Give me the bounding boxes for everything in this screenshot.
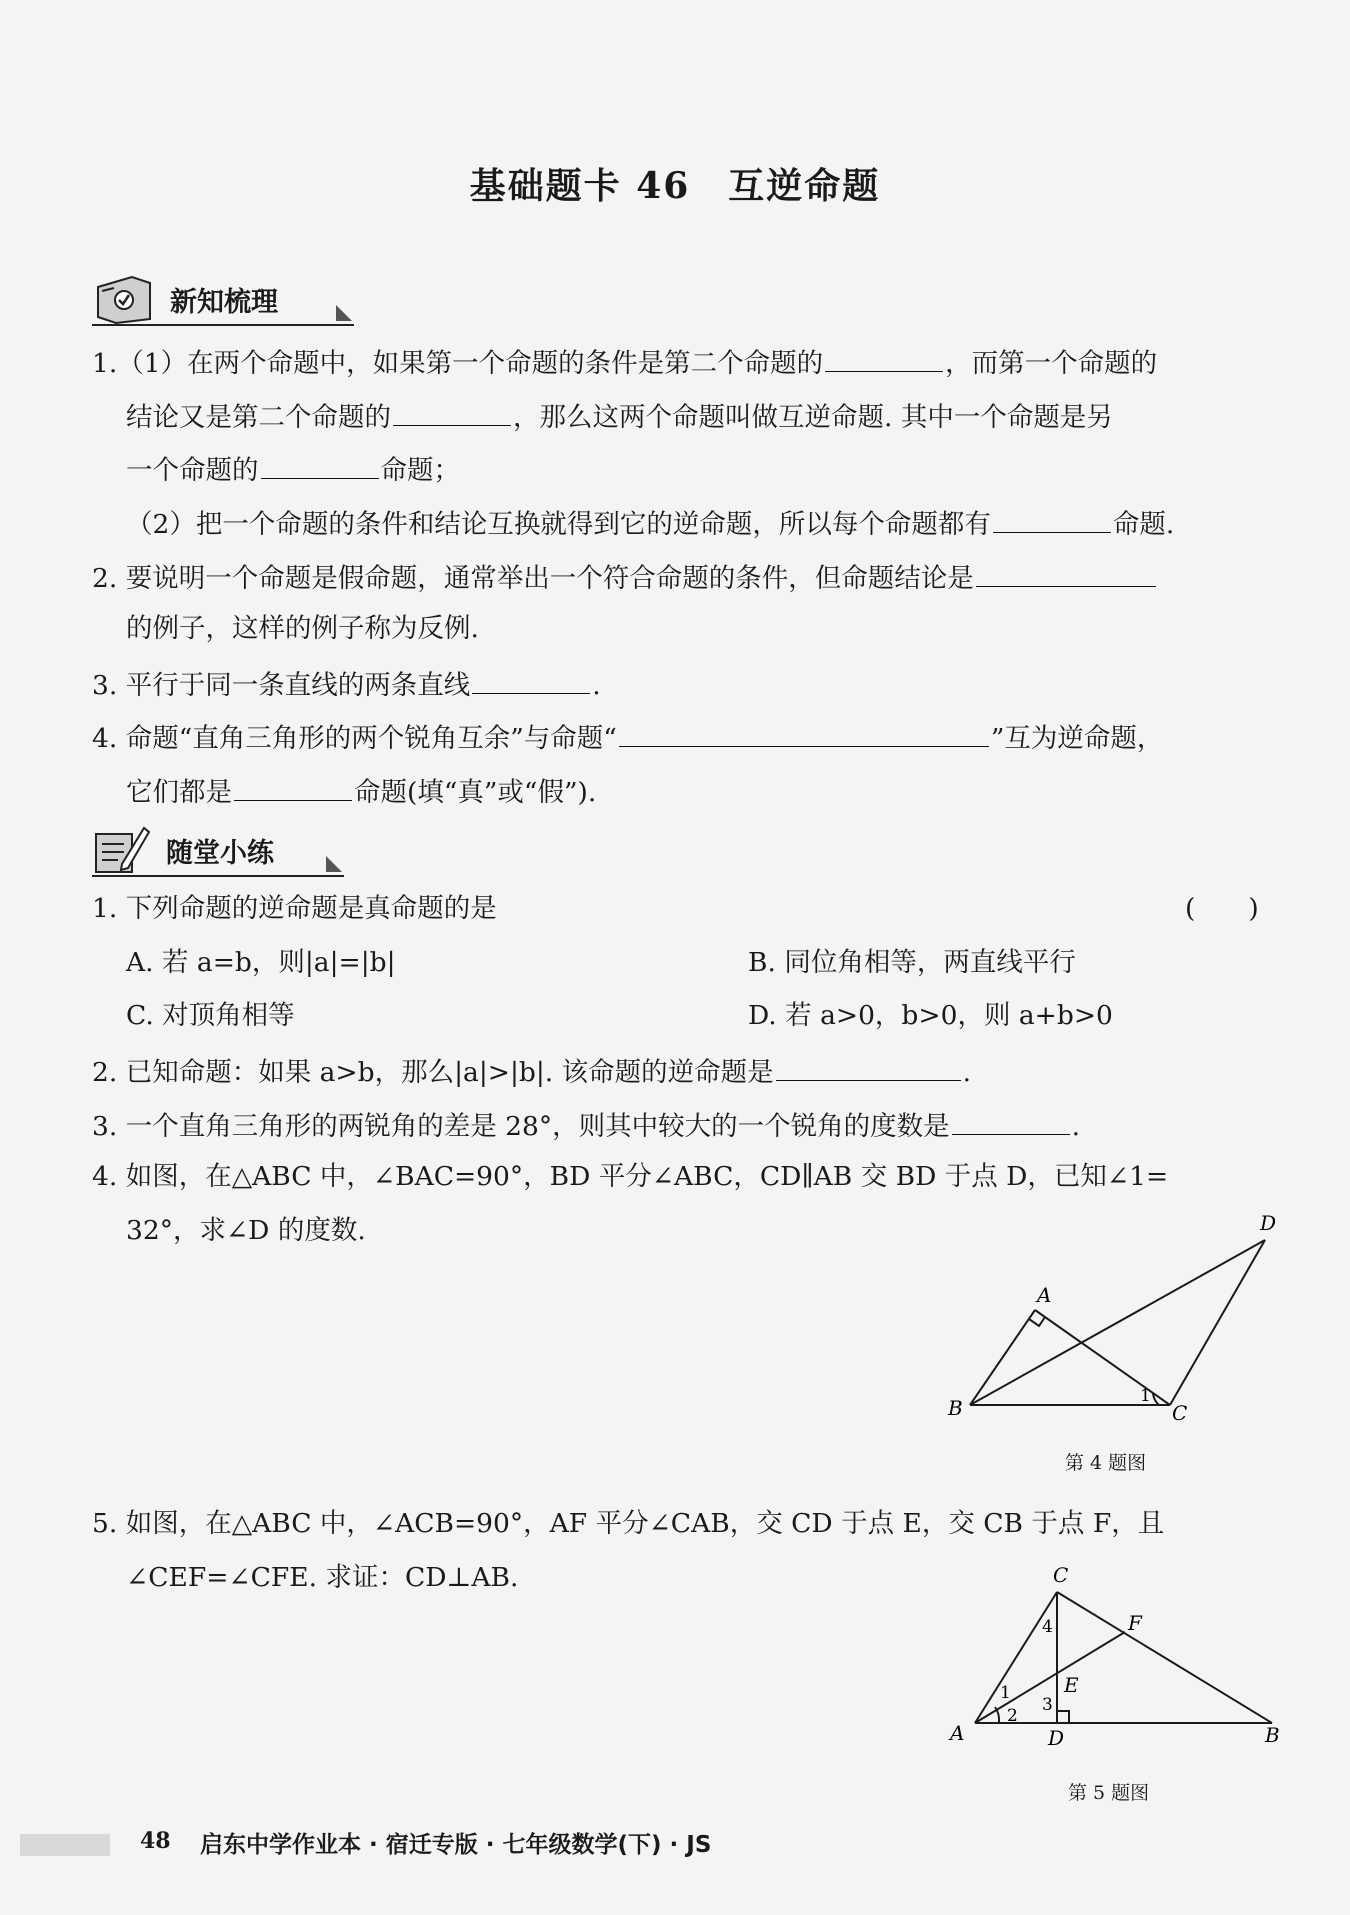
figure-4 — [940, 1210, 1280, 1430]
option-d[interactable]: D. 若 a>0，b>0，则 a+b>0 — [748, 1000, 1113, 1031]
segment-cb — [1057, 1592, 1272, 1723]
knowledge-q1-line4: （2）把一个命题的条件和结论互换就得到它的逆命题，所以每个命题都有 命题. — [126, 506, 1174, 541]
label-c: C — [1053, 1563, 1069, 1587]
answer-blank[interactable] — [976, 560, 1156, 587]
answer-blank[interactable] — [825, 345, 943, 372]
label-d: D — [1048, 1726, 1065, 1750]
knowledge-q3: 3. 平行于同一条直线的两条直线 . — [92, 667, 601, 702]
practice-q5-line1: 5. 如图，在△ABC 中，∠ACB=90°，AF 平分∠CAB，交 CD 于点 E，交 CB 于点 F，且 — [92, 1508, 1165, 1539]
knowledge-q1-line3: 一个命题的 命题； — [126, 452, 460, 487]
segment-cd — [1170, 1240, 1265, 1405]
triangle-marker-icon — [336, 305, 352, 321]
answer-blank[interactable] — [234, 774, 352, 801]
option-a[interactable]: A. 若 a=b，则|a|=|b| — [126, 947, 396, 978]
label-angle-1: 1 — [1140, 1386, 1151, 1406]
triangle-marker-icon — [326, 856, 342, 872]
answer-blank[interactable] — [472, 667, 590, 694]
practice-q4-line1: 4. 如图，在△ABC 中，∠BAC=90°，BD 平分∠ABC，CD∥AB 交 BD 于点 D，已知∠1= — [92, 1161, 1169, 1192]
answer-blank[interactable] — [776, 1054, 961, 1081]
right-angle-mark — [1029, 1317, 1045, 1326]
segment-bd — [970, 1240, 1265, 1405]
label-angle-4: 4 — [1042, 1617, 1053, 1637]
practice-q5-line2: ∠CEF=∠CFE. 求证：CD⊥AB. — [126, 1562, 519, 1593]
footer-gray-bar — [20, 1834, 110, 1856]
knowledge-q1-line2: 结论又是第二个命题的 ，那么这两个命题叫做互逆命题. 其中一个命题是另 — [126, 399, 1113, 434]
page-number: 48 — [140, 1828, 171, 1854]
practice-q2: 2. 已知命题：如果 a>b，那么|a|>|b|. 该命题的逆命题是 . — [92, 1054, 971, 1089]
answer-blank[interactable] — [952, 1108, 1070, 1135]
section-header-new-knowledge — [92, 272, 354, 326]
answer-blank[interactable] — [261, 452, 379, 479]
label-b: B — [948, 1396, 963, 1420]
label-c: C — [1172, 1401, 1188, 1425]
section-label-new-knowledge: 新知梳理 — [170, 286, 278, 318]
label-a: A — [950, 1721, 965, 1745]
label-e: E — [1064, 1673, 1079, 1697]
answer-blank[interactable] — [393, 399, 511, 426]
section-header-practice — [92, 823, 344, 877]
label-a: A — [1037, 1283, 1052, 1307]
section-label-practice: 随堂小练 — [166, 837, 274, 869]
answer-paren[interactable]: ( ) — [1185, 893, 1259, 924]
answer-blank[interactable] — [993, 506, 1111, 533]
knowledge-q4-line2: 它们都是 命题(填“真”或“假”). — [126, 774, 596, 809]
page-title: 基础题卡 46 互逆命题 — [469, 165, 881, 207]
label-f: F — [1128, 1611, 1142, 1635]
label-angle-1: 1 — [1000, 1683, 1011, 1703]
knowledge-q4-line1: 4. 命题“直角三角形的两个锐角互余”与命题“ ”互为逆命题， — [92, 720, 1163, 755]
segment-ab — [970, 1310, 1035, 1405]
figure-5 — [940, 1560, 1280, 1755]
knowledge-q2-line2: 的例子，这样的例子称为反例. — [126, 613, 479, 644]
pencil-notebook-icon — [92, 824, 150, 876]
label-b: B — [1265, 1723, 1280, 1747]
label-angle-3: 3 — [1042, 1695, 1053, 1715]
practice-q1: 1. 下列命题的逆命题是真命题的是 — [92, 893, 497, 924]
knowledge-q1-line1: 1.（1）在两个命题中，如果第一个命题的条件是第二个命题的 ，而第一个命题的 — [92, 345, 1157, 380]
practice-q3: 3. 一个直角三角形的两锐角的差是 28°，则其中较大的一个锐角的度数是 . — [92, 1108, 1080, 1143]
knowledge-q2-line1: 2. 要说明一个命题是假命题，通常举出一个符合命题的条件，但命题结论是 — [92, 560, 1158, 595]
option-b[interactable]: B. 同位角相等，两直线平行 — [748, 947, 1076, 978]
right-angle-mark — [1057, 1711, 1069, 1723]
label-d: D — [1260, 1211, 1277, 1235]
answer-blank[interactable] — [619, 720, 989, 747]
book-icon — [92, 273, 154, 325]
label-angle-2: 2 — [1007, 1706, 1018, 1726]
option-c[interactable]: C. 对顶角相等 — [126, 1000, 295, 1031]
practice-q4-line2: 32°，求∠D 的度数. — [126, 1215, 366, 1246]
figure-4-caption: 第 4 题图 — [1065, 1452, 1147, 1474]
page-footer — [0, 1820, 1350, 1870]
footer-text: 启东中学作业本 · 宿迁专版 · 七年级数学(下) · JS — [200, 1832, 712, 1858]
figure-5-caption: 第 5 题图 — [1068, 1782, 1150, 1804]
